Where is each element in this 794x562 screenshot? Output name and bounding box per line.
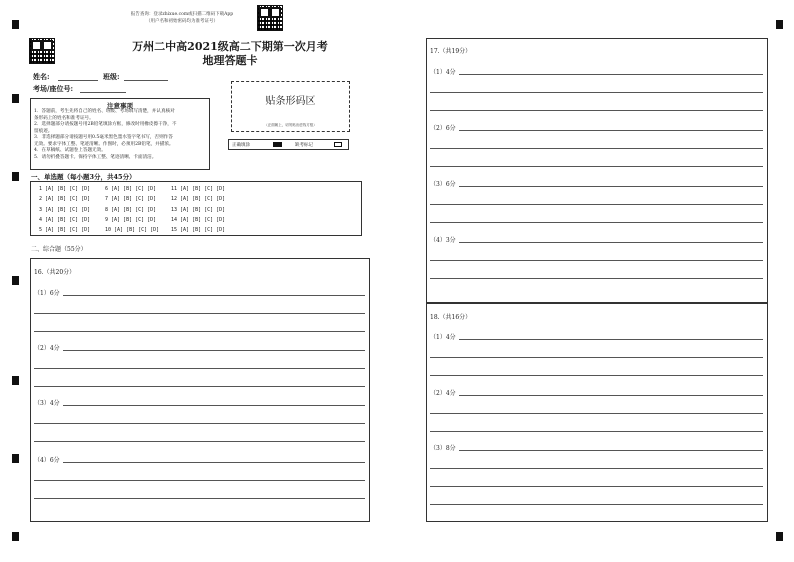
student-qr-code (29, 38, 55, 64)
filled-box-icon (273, 142, 282, 147)
answer-line[interactable] (430, 148, 763, 149)
mc-row (39, 184, 237, 194)
mc-question-8[interactable]: 8 [A] [B] [C] [D] (105, 206, 157, 213)
mc-question-6[interactable]: 6 [A] [B] [C] [D] (105, 186, 157, 193)
answer-line[interactable] (34, 313, 365, 314)
mc-question-7[interactable]: 7 [A] [B] [C] [D] (105, 196, 157, 203)
mc-answer-box (30, 181, 362, 236)
mc-question-11[interactable]: 11 [A] [B] [C] [D] (171, 186, 226, 193)
timing-marker (12, 172, 19, 181)
q16-part4-label: （4）6分 (34, 457, 60, 464)
timing-marker (12, 376, 19, 385)
q17-part2-label: （2）6分 (430, 125, 456, 132)
notice-line: 1．答题前，考生先将自己的姓名、班级、考场填写清楚，并认真核对 (34, 109, 175, 114)
timing-marker (776, 20, 783, 29)
answer-line[interactable] (430, 278, 763, 279)
answer-line[interactable] (34, 386, 365, 387)
q16-part3-label: （3）4分 (34, 400, 60, 407)
answer-line[interactable] (430, 504, 763, 505)
q18-title: 18.（共16分） (430, 314, 472, 321)
answer-line[interactable] (459, 339, 763, 340)
name-field[interactable] (58, 80, 98, 81)
barcode-hint: （正面朝上，切勿贴出虚线方框） (264, 123, 317, 127)
answer-line[interactable] (430, 357, 763, 358)
answer-line[interactable] (63, 350, 365, 351)
timing-marker (12, 532, 19, 541)
mc-question-14[interactable]: 14 [A] [B] [C] [D] (171, 217, 226, 224)
answer-line[interactable] (430, 92, 763, 93)
barcode-area (231, 81, 350, 132)
answer-line[interactable] (63, 295, 365, 296)
name-label: 姓名: (33, 72, 50, 81)
absent-checkbox[interactable] (334, 142, 342, 147)
q17-answer-box (426, 38, 768, 303)
answer-line[interactable] (430, 486, 763, 487)
answer-line[interactable] (430, 222, 763, 223)
q17-part4-label: （4）3分 (430, 237, 456, 244)
report-note-line1: 报告查询：登录zhixue.com或扫描二维码下载App (130, 12, 234, 17)
answer-line[interactable] (34, 498, 365, 499)
q16-part2-label: （2）4分 (34, 345, 60, 352)
mc-question-1[interactable]: 1 [A] [B] [C] [D] (39, 186, 91, 193)
q16-title: 16.（共20分） (34, 269, 76, 276)
mc-question-12[interactable]: 12 [A] [B] [C] [D] (171, 196, 226, 203)
answer-line[interactable] (430, 375, 763, 376)
answer-line[interactable] (34, 368, 365, 369)
mc-question-2[interactable]: 2 [A] [B] [C] [D] (39, 196, 91, 203)
q18-part2-label: （2）4分 (430, 390, 456, 397)
notice-line: 3．非选择题部分请按题号用0.5毫米黑色墨水签字笔书写，否则作答 (34, 135, 173, 140)
mc-question-3[interactable]: 3 [A] [B] [C] [D] (39, 206, 91, 213)
room-seat-field[interactable] (80, 92, 126, 93)
notice-line: 5．请勿折叠答题卡。保持字体工整、笔迹清晰、卡面清洁。 (34, 154, 157, 160)
section2-title: 二、综合题（55分） (31, 246, 87, 253)
notice-line: 无效。要求字体工整、笔迹清晰。作图时，必须用2B铅笔，并描浓。 (34, 141, 174, 147)
report-qr-code (257, 5, 283, 31)
answer-line[interactable] (34, 331, 365, 332)
q17-title: 17.（共19分） (430, 48, 472, 55)
answer-line[interactable] (63, 462, 365, 463)
notice-line: 2．选择题部分请按题号用2B铅笔填涂方框，修改时用橡皮擦干净，不 (34, 122, 177, 127)
notice-box (30, 98, 210, 170)
answer-line[interactable] (430, 110, 763, 111)
class-field[interactable] (124, 80, 168, 81)
answer-line[interactable] (34, 480, 365, 481)
q18-part1-label: （1）4分 (430, 334, 456, 341)
fill-legend (228, 139, 349, 150)
answer-line[interactable] (430, 166, 763, 167)
class-label: 班级: (103, 72, 120, 81)
mc-question-10[interactable]: 10 [A] [B] [C] [D] (105, 227, 160, 234)
notice-line: 4．在草稿纸、试题卷上答题无效。 (34, 148, 106, 153)
notice-body (34, 109, 208, 161)
timing-marker (12, 454, 19, 463)
answer-line[interactable] (430, 468, 763, 469)
mc-question-13[interactable]: 13 [A] [B] [C] [D] (171, 206, 226, 213)
mc-row (39, 194, 237, 204)
q17-part1-label: （1）4分 (430, 69, 456, 76)
q16-part1-label: （1）6分 (34, 290, 60, 297)
answer-line[interactable] (430, 260, 763, 261)
timing-marker (776, 532, 783, 541)
answer-line[interactable] (430, 413, 763, 414)
q16-answer-box (30, 258, 370, 522)
answer-line[interactable] (459, 242, 763, 243)
timing-marker (12, 94, 19, 103)
mc-question-4[interactable]: 4 [A] [B] [C] [D] (39, 217, 91, 224)
absent-label: 缺考标记 (295, 143, 313, 148)
timing-marker (12, 20, 19, 29)
mc-row (39, 205, 237, 215)
answer-line[interactable] (430, 431, 763, 432)
answer-line[interactable] (459, 74, 763, 75)
mc-row (39, 215, 237, 225)
notice-line: 留痕迹。 (34, 128, 53, 134)
room-seat-label: 考场/座位号: (33, 84, 74, 93)
answer-line[interactable] (459, 186, 763, 187)
answer-line[interactable] (459, 450, 763, 451)
notice-line: 条形码上的姓名和准考证号。 (34, 115, 94, 121)
answer-line[interactable] (459, 130, 763, 131)
answer-line[interactable] (34, 441, 365, 442)
answer-line[interactable] (459, 395, 763, 396)
timing-marker (12, 276, 19, 285)
fill-example-label: 正确填涂 (232, 143, 250, 148)
notice-title: 注意事项 (107, 102, 133, 110)
answer-line[interactable] (63, 405, 365, 406)
mc-question-9[interactable]: 9 [A] [B] [C] [D] (105, 217, 157, 224)
q18-part3-label: （3）8分 (430, 445, 456, 452)
barcode-title: 贴条形码区 (265, 96, 316, 107)
exam-title: 万州二中高2021级高二下期第一次月考 (132, 40, 328, 53)
section1-title: 一、单选题（每小题3分，共45分） (31, 173, 136, 181)
q18-answer-box (426, 303, 768, 522)
sheet-title: 地理答题卡 (202, 54, 258, 67)
report-note-line2: （用户名和初始密码均为准考证号） (146, 19, 218, 24)
mc-question-5[interactable]: 5 [A] [B] [C] [D] (39, 227, 91, 234)
answer-line[interactable] (34, 423, 365, 424)
mc-grid (39, 184, 237, 235)
mc-question-15[interactable]: 15 [A] [B] [C] [D] (171, 227, 226, 234)
q17-part3-label: （3）6分 (430, 181, 456, 188)
mc-row (39, 225, 237, 235)
answer-line[interactable] (430, 204, 763, 205)
